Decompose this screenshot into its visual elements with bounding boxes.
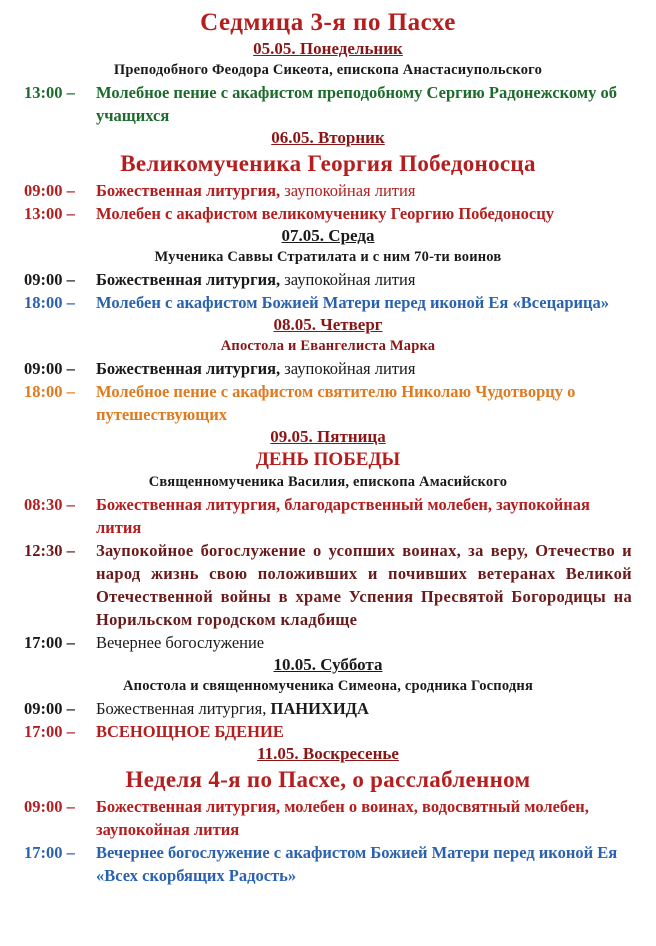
saint-commemoration: Апостола и Евангелиста Марка xyxy=(220,338,436,354)
date-heading: 10.05. Суббота xyxy=(273,655,383,674)
date-heading: 07.05. Среда xyxy=(281,226,375,245)
service-text: Молебен с акафистом Божией Матери перед иконой Ея «Всецарица» xyxy=(96,293,610,312)
date-heading: 06.05. Вторник xyxy=(271,128,385,147)
service-text: Вечернее богослужение с акафистом Божией Матери перед иконой Ея «Всех скорбящих Радость» xyxy=(96,843,618,885)
feast-title: Великомученика Георгия Победоносца xyxy=(120,151,536,176)
service-text: Божественная литургия, заупокойная лития xyxy=(96,270,416,289)
service-time: 18:00 – xyxy=(24,293,75,312)
saint-commemoration: Мученика Саввы Стратилата и с ним 70-ти воинов xyxy=(154,249,502,265)
service-text: Молебное пение с акафистом святителю Николаю Чудотворцу о путешествующих xyxy=(96,382,576,424)
date-heading: 05.05. Понедельник xyxy=(253,39,403,58)
service-time: 18:00 – xyxy=(24,382,75,401)
saint-commemoration: Священномученика Василия, епископа Амасийского xyxy=(148,474,508,490)
service-time: 12:30 – xyxy=(24,541,75,560)
service-row xyxy=(24,179,632,202)
service-time: 13:00 – xyxy=(24,83,75,102)
service-time: 17:00 – xyxy=(24,843,75,862)
service-time: 09:00 – xyxy=(24,270,75,289)
date-heading: 09.05. Пятница xyxy=(270,427,386,446)
service-row xyxy=(24,380,632,426)
service-text: Молебное пение с акафистом преподобному Сергию Радонежскому об учащихся xyxy=(96,83,617,125)
service-time: 09:00 – xyxy=(24,359,75,378)
service-row xyxy=(24,697,632,720)
service-row xyxy=(24,631,632,654)
victory-day-title: ДЕНЬ ПОБЕДЫ xyxy=(255,449,401,470)
service-time: 17:00 – xyxy=(24,722,75,741)
service-time: 09:00 – xyxy=(24,181,75,200)
service-row xyxy=(24,81,632,127)
service-row xyxy=(24,720,632,743)
service-text: Вечернее богослужение xyxy=(96,633,265,652)
service-time: 09:00 – xyxy=(24,797,75,816)
service-text: Божественная литургия, благодарственный молебен, заупокойная лития xyxy=(96,495,590,537)
service-time: 09:00 – xyxy=(24,699,75,718)
service-row xyxy=(24,841,632,887)
saint-commemoration: Апостола и священномученика Симеона, сродника Господня xyxy=(122,678,534,694)
service-row xyxy=(24,357,632,380)
service-row xyxy=(24,795,632,841)
service-row xyxy=(24,202,632,225)
service-text: Божественная литургия, заупокойная лития xyxy=(96,359,416,378)
feast-title: Неделя 4-я по Пасхе, о расслабленном xyxy=(125,767,531,792)
service-time: 08:30 – xyxy=(24,495,75,514)
service-row xyxy=(24,268,632,291)
service-text: Божественная литургия, заупокойная лития xyxy=(96,181,416,200)
service-row xyxy=(24,493,632,539)
service-time: 17:00 – xyxy=(24,633,75,652)
service-text: Божественная литургия, ПАНИХИДА xyxy=(96,699,369,718)
service-text: Заупокойное богослужение о усопших воинах, за веру, Отечество и народ жизнь свою положивших и почивших ветеранах Великой Отечественной войны в храме Успения Пресвятой Богородицы на Норильском городском кладбище xyxy=(96,541,632,629)
page-title: Седмица 3-я по Пасхе xyxy=(200,9,456,36)
saint-commemoration: Преподобного Феодора Сикеота, епископа Анастасиупольского xyxy=(113,62,543,78)
service-time: 13:00 – xyxy=(24,204,75,223)
date-heading: 08.05. Четверг xyxy=(273,315,383,334)
service-text: ВСЕНОЩНОЕ БДЕНИЕ xyxy=(96,722,284,741)
service-text: Божественная литургия, молебен о воинах, водосвятный молебен, заупокойная лития xyxy=(96,797,589,839)
date-heading: 11.05. Воскресенье xyxy=(257,744,399,763)
service-row xyxy=(24,291,632,314)
service-row xyxy=(24,539,632,631)
service-text: Молебен с акафистом великомученику Георгию Победоносцу xyxy=(96,204,554,223)
